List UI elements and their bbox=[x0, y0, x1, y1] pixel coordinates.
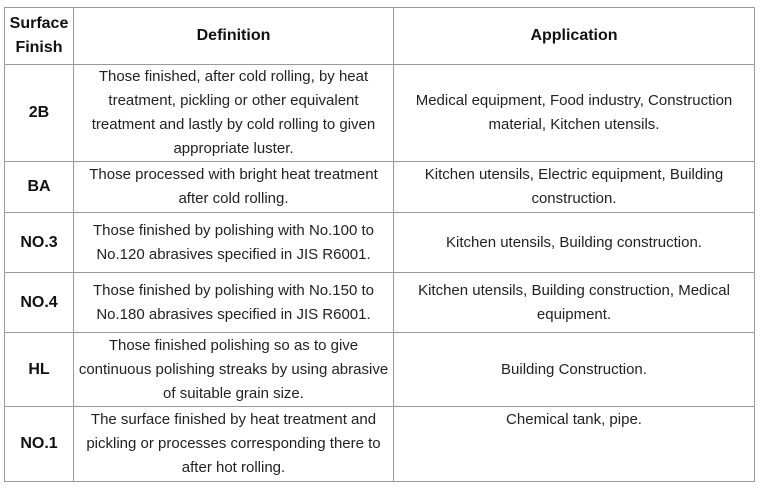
definition-cell: Those processed with bright heat treatment after cold rolling. bbox=[74, 162, 394, 213]
definition-cell: Those finished, after cold rolling, by heat treatment, pickling or other equivalent treatment and lastly by cold rolling to given appropriate luster. bbox=[74, 65, 394, 162]
table-row bbox=[5, 333, 755, 407]
table-row bbox=[5, 162, 755, 213]
application-cell: Medical equipment, Food industry, Construction material, Kitchen utensils. bbox=[394, 65, 755, 162]
header-application: Application bbox=[394, 8, 755, 65]
definition-cell: Those finished polishing so as to give continuous polishing streaks by using abrasive of suitable grain size. bbox=[74, 333, 394, 407]
finish-cell: BA bbox=[5, 162, 74, 213]
finish-cell: NO.3 bbox=[5, 213, 74, 273]
definition-cell: Those finished by polishing with No.100 to No.120 abrasives specified in JIS R6001. bbox=[74, 213, 394, 273]
finish-cell: 2B bbox=[5, 65, 74, 162]
application-cell: Kitchen utensils, Building construction. bbox=[394, 213, 755, 273]
table-row bbox=[5, 213, 755, 273]
table-row bbox=[5, 65, 755, 162]
finish-cell: HL bbox=[5, 333, 74, 407]
surface-finish-table bbox=[4, 7, 755, 482]
definition-cell: Those finished by polishing with No.150 to No.180 abrasives specified in JIS R6001. bbox=[74, 273, 394, 333]
table-header-row bbox=[5, 8, 755, 65]
header-surface-finish: Surface Finish bbox=[5, 8, 74, 65]
table-row bbox=[5, 273, 755, 333]
application-cell: Chemical tank, pipe. bbox=[394, 407, 755, 482]
header-definition: Definition bbox=[74, 8, 394, 65]
application-cell: Kitchen utensils, Electric equipment, Building construction. bbox=[394, 162, 755, 213]
application-cell: Building Construction. bbox=[394, 333, 755, 407]
finish-cell: NO.1 bbox=[5, 407, 74, 482]
table-row bbox=[5, 407, 755, 482]
definition-cell: The surface finished by heat treatment and pickling or processes corresponding there to after hot rolling. bbox=[74, 407, 394, 482]
finish-cell: NO.4 bbox=[5, 273, 74, 333]
application-cell: Kitchen utensils, Building construction, Medical equipment. bbox=[394, 273, 755, 333]
